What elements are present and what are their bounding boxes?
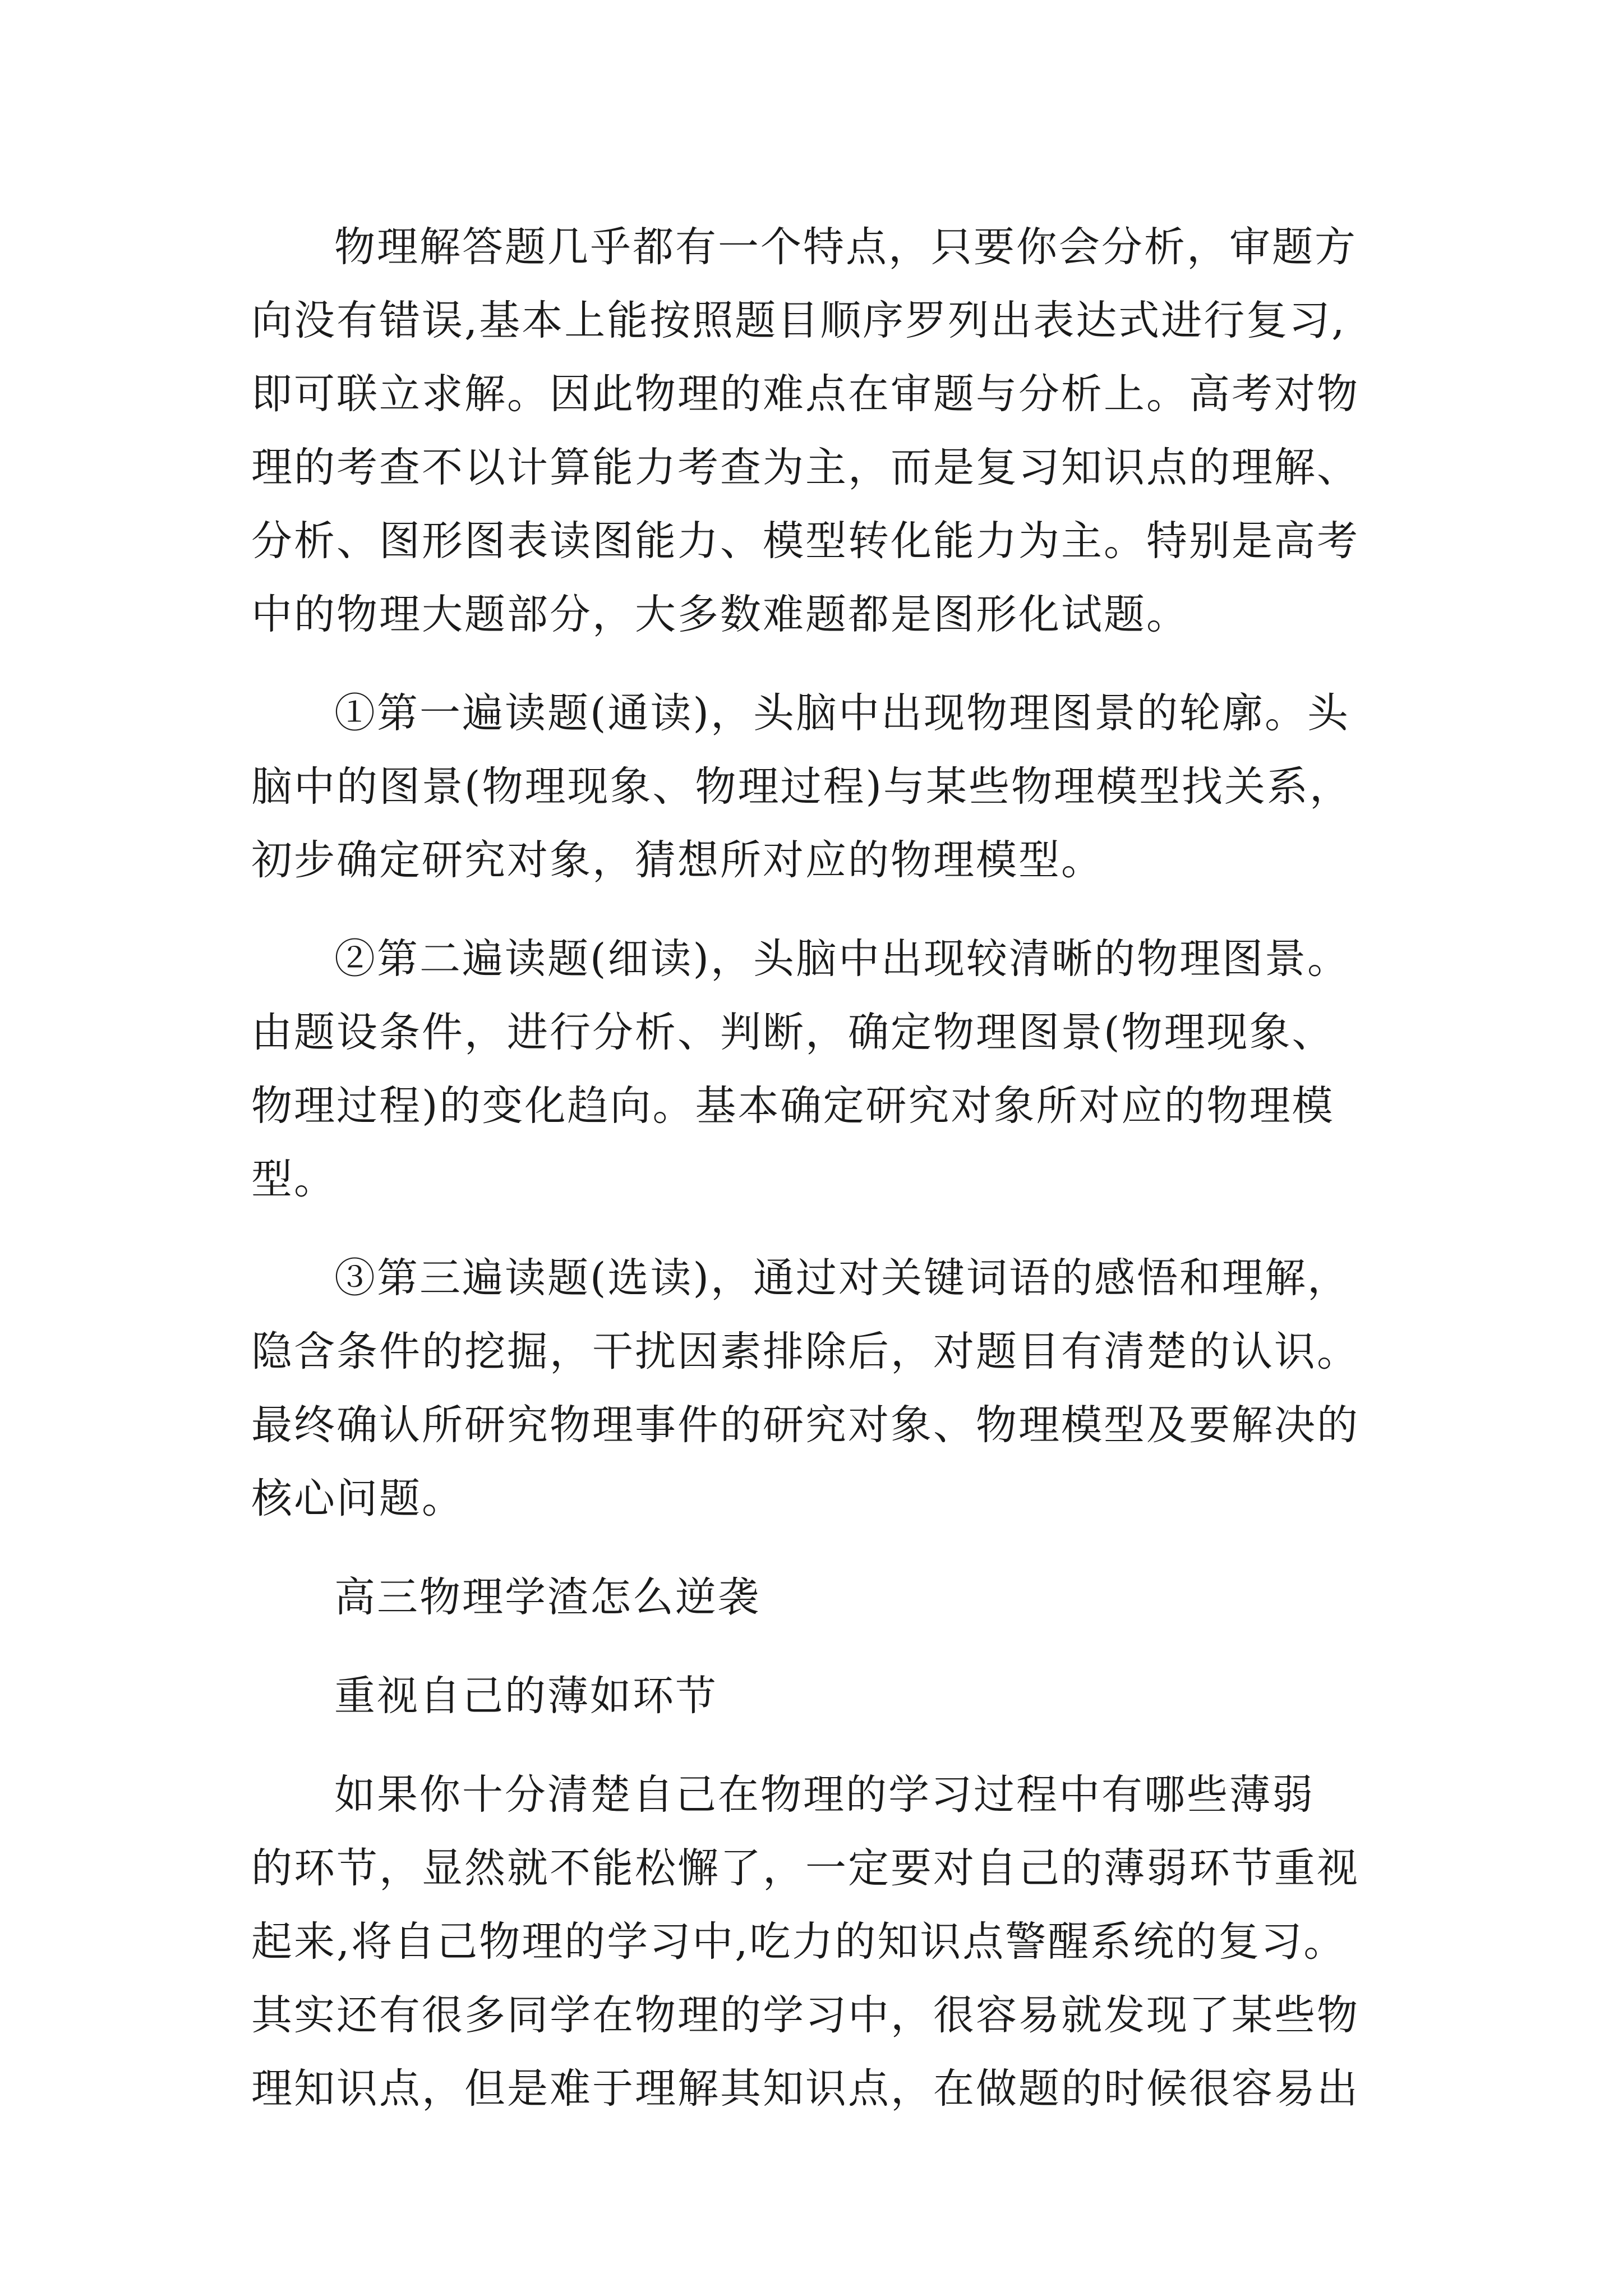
text-line: ①第一遍读题(通读)，头脑中出现物理图景的轮廓。头 [334,689,1350,737]
text-line: 其实还有很多同学在物理的学习中，很容易就发现了某些物 [251,1991,1359,2039]
text-line: 初步确定研究对象，猜想所对应的物理模型。 [251,836,1104,884]
heading-line: 高三物理学渣怎么逆袭 [334,1573,760,1621]
text-line: 脑中的图景(物理现象、物理过程)与某些物理模型找关系， [251,763,1352,811]
text-line: 核心问题。 [251,1475,464,1522]
text-line: 物理过程)的变化趋向。基本确定研究对象所对应的物理模 [251,1082,1335,1130]
paragraph-step-3 [251,1241,1418,1535]
text-line: ②第二遍读题(细读)，头脑中出现较清晰的物理图景。 [334,935,1350,983]
text-line: 隐含条件的挖掘，干扰因素排除后，对题目有清楚的认识。 [251,1328,1359,1375]
paragraph-step-2 [251,922,1418,1216]
text-line: 由题设条件，进行分析、判断，确定物理图景(物理现象、 [251,1009,1335,1056]
text-line: 最终确认所研究物理事件的研究对象、物理模型及要解决的 [251,1401,1359,1449]
text-line: 如果你十分清楚自己在物理的学习过程中有哪些薄弱 [334,1771,1315,1819]
text-line: ③第三遍读题(选读)，通过对关键词语的感悟和理解， [334,1254,1350,1302]
paragraph-step-1 [251,677,1418,897]
paragraph-gap [251,1535,1418,1561]
text-line: 理知识点，但是难于理解其知识点，在做题的时候很容易出 [251,2065,1359,2113]
text-line: 起来,将自己物理的学习中,吃力的知识点警醒系统的复习。 [251,1918,1347,1966]
paragraph-gap [251,1634,1418,1659]
paragraph-gap [251,1216,1418,1241]
section-heading [251,1561,1418,1634]
text-line: 物理解答题几乎都有一个特点，只要你会分析，审题方 [334,223,1357,271]
document-body [251,210,1418,2125]
text-line: 向没有错误,基本上能按照题目顺序罗列出表达式进行复习, [251,297,1347,344]
heading-line: 重视自己的薄如环节 [334,1672,718,1720]
text-line: 分析、图形图表读图能力、模型转化能力为主。特别是高考 [251,517,1359,565]
paragraph-gap [251,1733,1418,1758]
text-line: 的环节，显然就不能松懈了，一定要对自己的薄弱环节重视 [251,1844,1359,1892]
paragraph-gap [251,897,1418,922]
paragraph-intro [251,210,1418,651]
text-line: 理的考查不以计算能力考查为主，而是复习知识点的理解、 [251,444,1359,491]
text-line: 即可联立求解。因此物理的难点在审题与分析上。高考对物 [251,370,1359,418]
subsection-heading [251,1659,1418,1733]
paragraph-gap [251,651,1418,677]
paragraph-weak-points [251,1758,1418,2125]
text-line: 中的物理大题部分，大多数难题都是图形化试题。 [251,591,1189,638]
text-line: 型。 [251,1156,336,1203]
